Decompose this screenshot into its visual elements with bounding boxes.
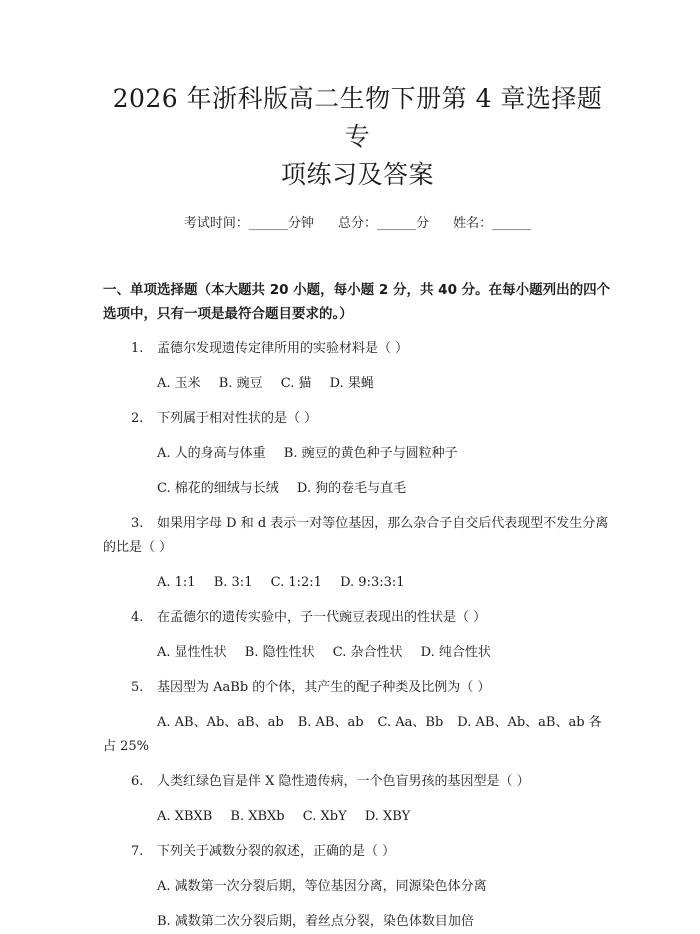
question-stem <box>103 337 612 361</box>
option-row <box>103 571 612 595</box>
question-text: 在孟德尔的遗传实验中，子一代豌豆表现出的性状是（ ） <box>157 610 487 625</box>
option-row <box>103 442 612 466</box>
option-d: D. 纯合性状 <box>420 645 491 660</box>
option-row <box>103 711 612 759</box>
question-number: 5. <box>131 680 144 695</box>
question-5 <box>103 676 612 759</box>
question-number: 3. <box>131 516 144 531</box>
question-6 <box>103 770 612 829</box>
option-b: B. 隐性性状 <box>244 645 315 660</box>
question-stem <box>103 840 612 864</box>
question-text: 孟德尔发现遗传定律所用的实验材料是（ ） <box>157 341 409 356</box>
question-text: 下列属于相对性状的是（ ） <box>157 411 318 426</box>
option-a: A. 1:1 <box>157 575 196 590</box>
option-row <box>103 910 612 934</box>
option-b: B. 豌豆的黄色种子与圆粒种子 <box>283 446 458 461</box>
question-1 <box>103 337 612 396</box>
section-heading: 一、单项选择题（本大题共 20 小题，每小题 2 分，共 40 分。在每小题列出的四个选项中，只有一项是最符合题目要求的。） <box>103 282 611 322</box>
option-row <box>103 477 612 501</box>
document-title <box>103 0 612 194</box>
option-c: C. 1:2:1 <box>270 575 322 590</box>
option-d: D. 果蝇 <box>329 376 374 391</box>
option-a: A. AB、Ab、aB、ab <box>157 715 284 730</box>
option-row <box>103 372 612 396</box>
question-text: 人类红绿色盲是伴 X 隐性遗传病，一个色盲男孩的基因型是（ ） <box>157 774 530 789</box>
question-stem <box>103 676 612 700</box>
option-b: B. AB、ab <box>297 715 364 730</box>
student-name-field: 姓名：______ <box>453 216 532 231</box>
question-number: 1. <box>131 341 144 356</box>
exam-time-field: 考试时间：______分钟 <box>183 216 314 231</box>
question-2 <box>103 407 612 501</box>
option-d: D. 狗的卷毛与直毛 <box>296 481 407 496</box>
question-stem <box>103 512 612 560</box>
title-line-1: 2026 年浙科版高二生物下册第 4 章选择题专 <box>112 84 603 151</box>
question-3 <box>103 512 612 595</box>
option-c: C. 杂合性状 <box>332 645 403 660</box>
question-text: 如果用字母 D 和 d 表示一对等位基因，那么杂合子自交后代表现型不发生分离的比是（ ） <box>103 516 609 555</box>
option-d: D. XBY <box>364 809 411 824</box>
option-b: B. 3:1 <box>213 575 253 590</box>
option-c: C. Aa、Bb <box>377 715 444 730</box>
option-row <box>103 805 612 829</box>
option-a: A. 显性性状 <box>157 645 227 660</box>
question-number: 6. <box>131 774 144 789</box>
option-b: B. XBXb <box>230 809 285 824</box>
option-c: C. 猫 <box>280 376 312 391</box>
question-stem <box>103 606 612 630</box>
option-d: D. AB、Ab、aB、ab 各占 25% <box>103 715 602 754</box>
question-number: 7. <box>131 844 144 859</box>
question-stem <box>103 770 612 794</box>
option-c: C. XbY <box>302 809 347 824</box>
total-score-field: 总分：______分 <box>337 216 429 231</box>
question-number: 4. <box>131 610 144 625</box>
question-text: 下列关于减数分裂的叙述，正确的是（ ） <box>157 844 396 859</box>
option-row <box>103 641 612 665</box>
option-a: A. 减数第一次分裂后期，等位基因分离，同源染色体分离 <box>157 879 487 894</box>
option-b: B. 豌豆 <box>218 376 263 391</box>
question-number: 2. <box>131 411 144 426</box>
option-a: A. XBXB <box>157 809 213 824</box>
option-d: D. 9:3:3:1 <box>340 575 405 590</box>
question-4 <box>103 606 612 665</box>
question-7 <box>103 840 612 934</box>
option-a: A. 玉米 <box>157 376 201 391</box>
option-row <box>103 875 612 899</box>
option-c: C. 棉花的细绒与长绒 <box>157 481 279 496</box>
question-text: 基因型为 AaBb 的个体，其产生的配子种类及比例为（ ） <box>157 680 491 695</box>
option-a: A. 人的身高与体重 <box>157 446 266 461</box>
question-stem <box>103 407 612 431</box>
title-line-2: 项练习及答案 <box>280 160 434 189</box>
exam-info-line <box>103 214 612 234</box>
option-b: B. 减数第二次分裂后期，着丝点分裂，染色体数目加倍 <box>157 914 474 929</box>
